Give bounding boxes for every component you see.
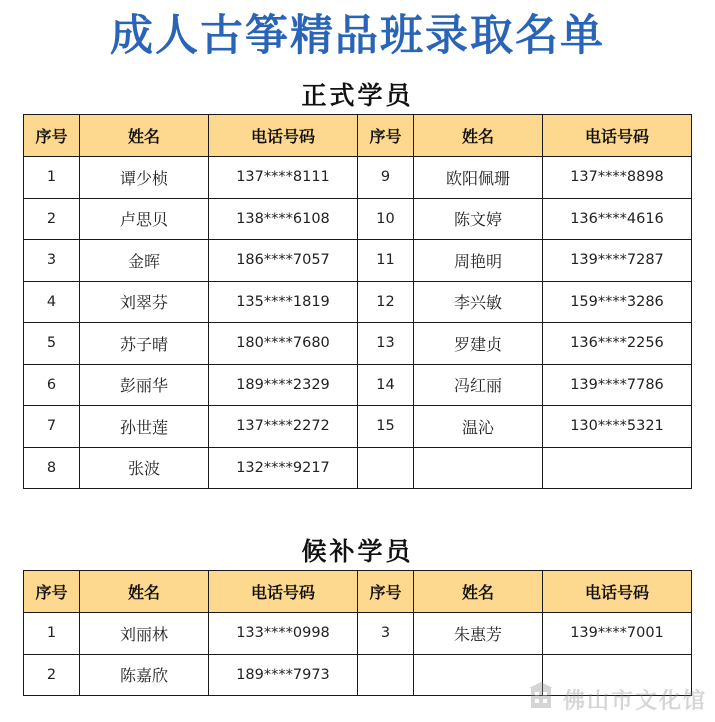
table-row xyxy=(24,364,692,406)
phone-cell: 136****4616 xyxy=(543,198,692,240)
seq-cell: 12 xyxy=(358,281,414,323)
name-cell xyxy=(414,447,543,489)
name-cell: 孙世莲 xyxy=(80,406,209,448)
seq-cell: 13 xyxy=(358,323,414,365)
phone-cell: 137****2272 xyxy=(209,406,358,448)
phone-cell: 139****7786 xyxy=(543,364,692,406)
table-header-row xyxy=(24,571,692,613)
column-header: 电话号码 xyxy=(543,571,692,613)
regular-students-table xyxy=(23,114,692,489)
page-title: 成人古筝精品班录取名单 xyxy=(110,11,605,61)
table-row xyxy=(24,157,692,199)
watermark xyxy=(527,682,707,716)
seq-cell: 4 xyxy=(24,281,80,323)
seq-cell: 2 xyxy=(24,198,80,240)
seq-cell: 6 xyxy=(24,364,80,406)
seq-cell: 15 xyxy=(358,406,414,448)
seq-cell: 10 xyxy=(358,198,414,240)
seq-cell xyxy=(358,447,414,489)
seq-cell: 11 xyxy=(358,240,414,282)
name-cell: 张波 xyxy=(80,447,209,489)
phone-cell: 139****7001 xyxy=(543,613,692,655)
waitlist-students-table xyxy=(23,570,692,696)
phone-cell: 186****7057 xyxy=(209,240,358,282)
column-header: 姓名 xyxy=(414,115,543,157)
name-cell: 周艳明 xyxy=(414,240,543,282)
table-row xyxy=(24,240,692,282)
phone-cell: 159****3286 xyxy=(543,281,692,323)
name-cell: 温沁 xyxy=(414,406,543,448)
table-row xyxy=(24,447,692,489)
name-cell: 彭丽华 xyxy=(80,364,209,406)
table-row xyxy=(24,198,692,240)
section-title-regular: 正式学员 xyxy=(301,81,414,110)
name-cell xyxy=(414,654,543,696)
column-header: 姓名 xyxy=(80,115,209,157)
column-header: 电话号码 xyxy=(543,115,692,157)
phone-cell: 135****1819 xyxy=(209,281,358,323)
column-header: 电话号码 xyxy=(209,115,358,157)
phone-cell: 189****2329 xyxy=(209,364,358,406)
phone-cell: 180****7680 xyxy=(209,323,358,365)
name-cell: 刘丽林 xyxy=(80,613,209,655)
column-header: 姓名 xyxy=(80,571,209,613)
phone-cell: 137****8898 xyxy=(543,157,692,199)
phone-cell: 130****5321 xyxy=(543,406,692,448)
seq-cell: 3 xyxy=(24,240,80,282)
seq-cell: 1 xyxy=(24,613,80,655)
phone-cell: 133****0998 xyxy=(209,613,358,655)
name-cell: 陈文婷 xyxy=(414,198,543,240)
name-cell: 谭少桢 xyxy=(80,157,209,199)
seq-cell: 14 xyxy=(358,364,414,406)
table-row xyxy=(24,281,692,323)
seq-cell: 1 xyxy=(24,157,80,199)
column-header: 序号 xyxy=(358,571,414,613)
column-header: 电话号码 xyxy=(209,571,358,613)
phone-cell: 136****2256 xyxy=(543,323,692,365)
table-row xyxy=(24,613,692,655)
phone-cell: 137****8111 xyxy=(209,157,358,199)
seq-cell: 8 xyxy=(24,447,80,489)
seq-cell: 5 xyxy=(24,323,80,365)
name-cell: 苏子晴 xyxy=(80,323,209,365)
phone-cell: 189****7973 xyxy=(209,654,358,696)
building-logo-icon xyxy=(527,682,557,716)
column-header: 序号 xyxy=(358,115,414,157)
name-cell: 刘翠芬 xyxy=(80,281,209,323)
seq-cell: 9 xyxy=(358,157,414,199)
name-cell: 金晖 xyxy=(80,240,209,282)
section-title-waitlist: 候补学员 xyxy=(301,537,414,566)
name-cell: 罗建贞 xyxy=(414,323,543,365)
seq-cell: 3 xyxy=(358,613,414,655)
column-header: 序号 xyxy=(24,115,80,157)
name-cell: 李兴敏 xyxy=(414,281,543,323)
name-cell: 冯红丽 xyxy=(414,364,543,406)
seq-cell xyxy=(358,654,414,696)
table-header-row xyxy=(24,115,692,157)
seq-cell: 2 xyxy=(24,654,80,696)
phone-cell: 138****6108 xyxy=(209,198,358,240)
table-row xyxy=(24,406,692,448)
name-cell: 欧阳佩珊 xyxy=(414,157,543,199)
phone-cell: 132****9217 xyxy=(209,447,358,489)
phone-cell xyxy=(543,447,692,489)
seq-cell: 7 xyxy=(24,406,80,448)
column-header: 姓名 xyxy=(414,571,543,613)
watermark-text: 佛山市文化馆 xyxy=(562,687,707,714)
name-cell: 朱惠芳 xyxy=(414,613,543,655)
column-header: 序号 xyxy=(24,571,80,613)
name-cell: 卢思贝 xyxy=(80,198,209,240)
phone-cell: 139****7287 xyxy=(543,240,692,282)
table-row xyxy=(24,323,692,365)
name-cell: 陈嘉欣 xyxy=(80,654,209,696)
